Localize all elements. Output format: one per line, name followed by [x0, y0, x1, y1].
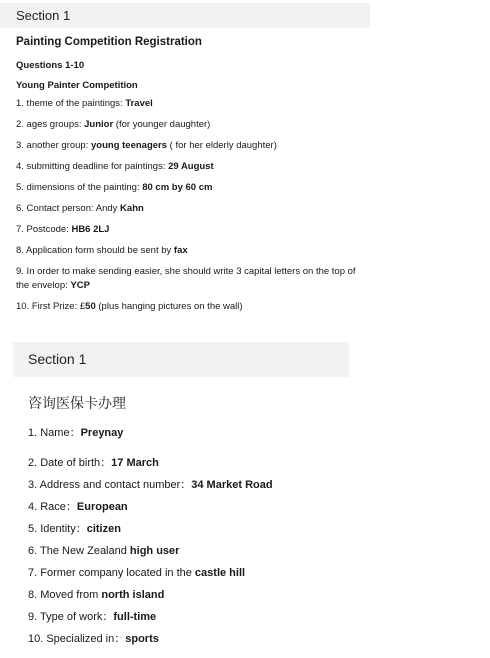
- answer: north island: [101, 589, 165, 601]
- section2-question: 1. Name：Preynay: [28, 427, 124, 439]
- section2-content: [28, 393, 468, 646]
- section2-question: 9. Type of work：full-time: [28, 611, 157, 623]
- section2-question: 7. Former company located in the castle hill: [28, 567, 246, 579]
- section1-question: 10. First Prize: £50 (plus hanging pictures on the wall): [16, 301, 243, 312]
- answer: Kahn: [120, 203, 144, 214]
- answer: citizen: [86, 523, 121, 535]
- section1-question: 7. Postcode: HB6 2LJ: [16, 224, 110, 235]
- section1-questions-label: Questions 1-10: [16, 60, 85, 71]
- answer: HB6 2LJ: [71, 224, 110, 235]
- answer: castle hill: [194, 567, 246, 579]
- section2-header-bar: [13, 342, 349, 377]
- section1-question: 3. another group: young teenagers ( for her elderly daughter): [16, 140, 277, 151]
- answer: high user: [129, 545, 180, 557]
- section1-subtitle: Young Painter Competition: [16, 80, 138, 91]
- section2-question: 6. The New Zealand high user: [28, 545, 180, 557]
- answer: Travel: [125, 98, 153, 109]
- answer: Preynay: [80, 427, 124, 439]
- answer: YCP: [70, 280, 90, 291]
- answer: 50: [85, 301, 96, 312]
- answer: Junior: [84, 119, 114, 130]
- section1-label: Section 1: [16, 8, 71, 23]
- section1-title: Painting Competition Registration: [16, 36, 202, 48]
- answer: young teenagers: [91, 140, 168, 151]
- answer: European: [76, 501, 128, 513]
- section2-question: 10. Specialized in：sports: [28, 633, 159, 645]
- section2-title: 咨询医保卡办理: [28, 396, 126, 412]
- answer: sports: [125, 633, 159, 645]
- section1-question: 6. Contact person: Andy Kahn: [16, 203, 144, 214]
- section2-question: 3. Address and contact number：34 Market Road: [28, 479, 273, 491]
- answer: fax: [173, 245, 188, 256]
- section1-question: 4. submitting deadline for paintings: 29 August: [16, 161, 214, 172]
- section1-header-bar: [0, 3, 370, 28]
- section1-question: 2. ages groups: Junior (for younger daughter): [16, 119, 211, 130]
- answer: 34 Market Road: [191, 479, 273, 491]
- section1-question: 5. dimensions of the painting: 80 cm by 60 cm: [16, 182, 213, 193]
- section2-question: 4. Race：European: [28, 501, 128, 513]
- section1-question: 1. theme of the paintings: Travel: [16, 98, 153, 109]
- section2-question: 2. Date of birth：17 March: [28, 457, 159, 469]
- section1-question: 8. Application form should be sent by fax: [16, 245, 188, 256]
- section2-question: 8. Moved from north island: [28, 589, 165, 601]
- answer: 29 August: [168, 161, 214, 172]
- section1-question: 9. In order to make sending easier, she should write 3 capital letters on the top of the envelop: YCP: [16, 266, 356, 291]
- answer: 17 March: [111, 457, 159, 469]
- section2-label: Section 1: [28, 351, 87, 367]
- section2-question: 5. Identity：citizen: [28, 523, 121, 535]
- answer: 80 cm by 60 cm: [142, 182, 213, 193]
- section1-content: [16, 36, 361, 314]
- answer: full-time: [113, 611, 157, 623]
